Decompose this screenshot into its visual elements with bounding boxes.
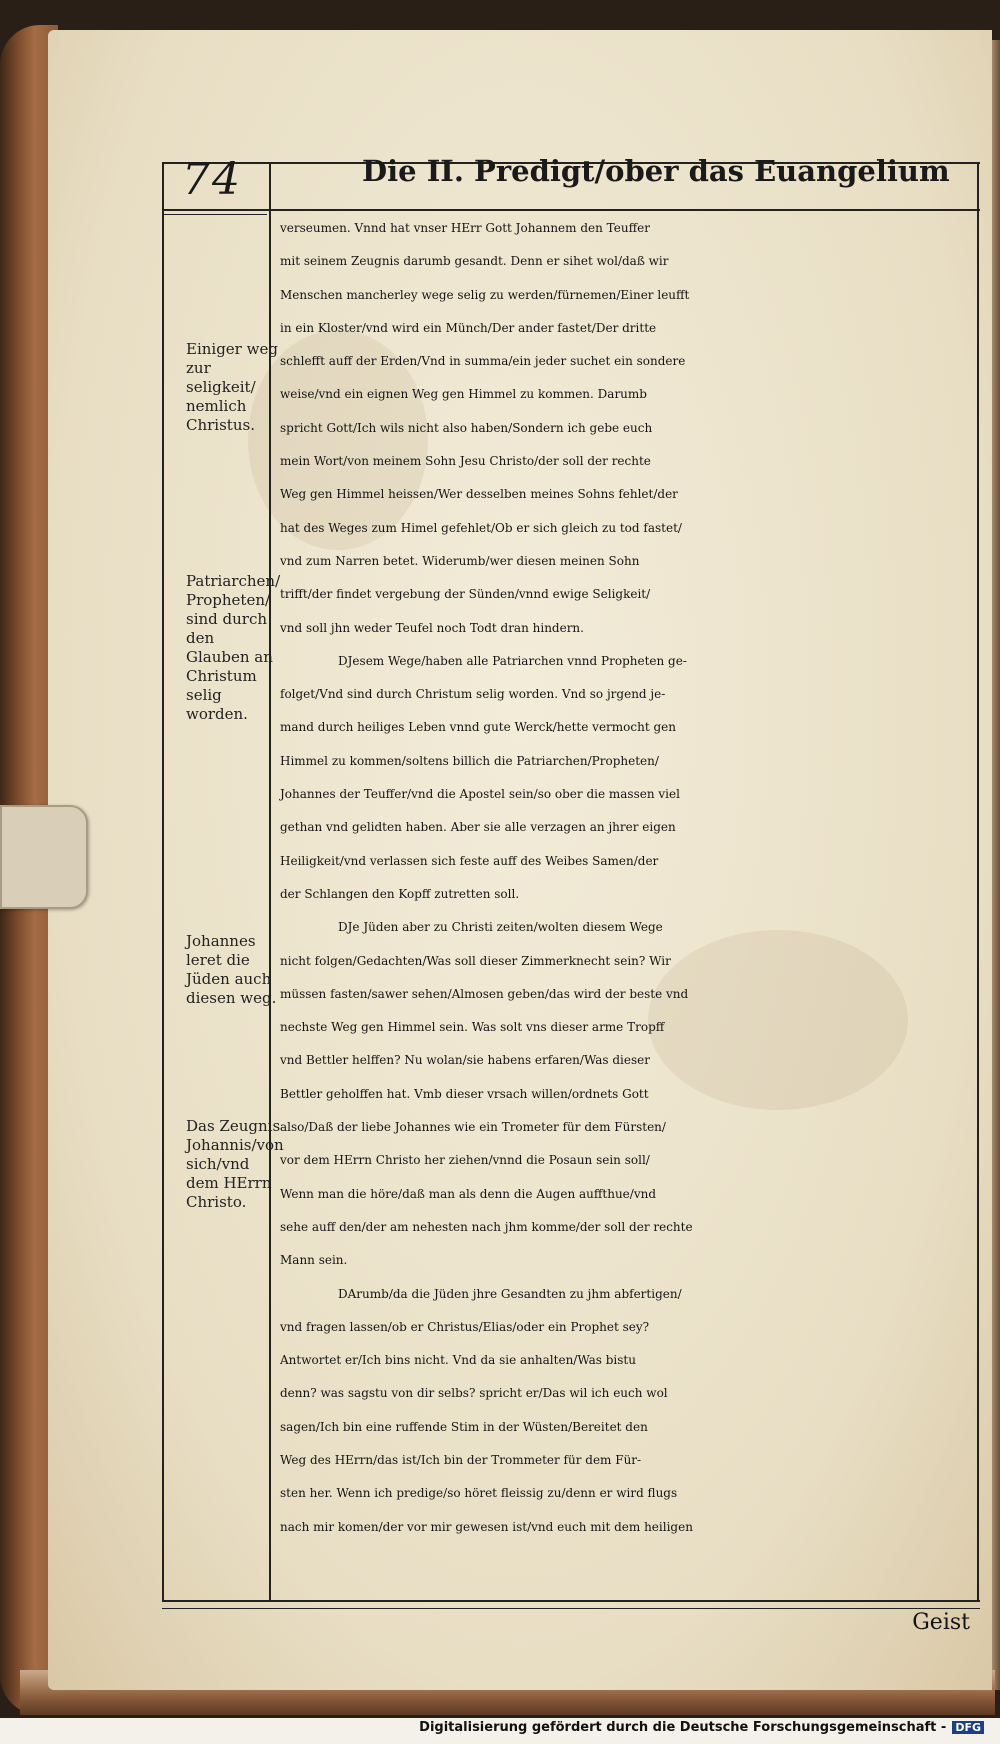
text-line: Weg gen Himmel heissen/Wer desselben meines Sohns fehlet/der: [280, 487, 678, 502]
margin-note: Einiger weg zur seligkeit/ nemlich Christus.: [186, 340, 278, 434]
text-line: müssen fasten/sawer sehen/Almosen geben/das wird der beste vnd: [280, 986, 689, 1001]
text-line: hat des Weges zum Himel gefehlet/Ob er sich gleich zu tod fastet/: [280, 520, 682, 535]
dfg-logo: DFG: [952, 1721, 984, 1734]
page-number: 74: [182, 154, 242, 205]
text-line: sagen/Ich bin eine ruffende Stim in der Wüsten/Bereitet den: [280, 1419, 648, 1434]
text-line: gethan vnd gelidten haben. Aber sie alle verzagen an jhrer eigen: [280, 820, 676, 835]
frame-rule: [162, 214, 267, 215]
text-line: nicht folgen/Gedachten/Was soll dieser Zimmerknecht sein? Wir: [280, 953, 671, 968]
margin-note: Johannes leret die Jüden auch diesen weg.: [186, 932, 277, 1007]
text-line: schlefft auff der Erden/Vnd in summa/ein jeder suchet ein sondere: [280, 354, 686, 369]
text-line: sten her. Wenn ich predige/so höret fleissig zu/denn er wird flugs: [280, 1486, 678, 1501]
text-line: vor dem HErrn Christo her ziehen/vnnd die Posaun sein soll/: [280, 1153, 650, 1168]
text-line: DJesem Wege/haben alle Patriarchen vnnd Propheten ge-: [338, 653, 687, 668]
catchword: Geist: [912, 1610, 970, 1635]
digitization-credit: [419, 1720, 984, 1735]
frame-rule: [162, 209, 980, 211]
frame-rule: [162, 162, 164, 1602]
frame-rule: [162, 1608, 980, 1609]
text-line: Wenn man die höre/daß man als denn die Augen auffthue/vnd: [280, 1186, 657, 1201]
text-line: also/Daß der liebe Johannes wie ein Trometer für dem Fürsten/: [280, 1120, 666, 1135]
text-line: mit seinem Zeugnis darumb gesandt. Denn er sihet wol/daß wir: [280, 254, 669, 269]
text-line: Bettler geholffen hat. Vmb dieser vrsach willen/ordnets Gott: [280, 1086, 649, 1101]
text-line: vnd fragen lassen/ob er Christus/Elias/oder ein Prophet sey?: [280, 1319, 650, 1334]
text-line: spricht Gott/Ich wils nicht also haben/Sondern ich gebe euch: [280, 420, 653, 435]
text-line: Himmel zu kommen/soltens billich die Patriarchen/Propheten/: [280, 753, 659, 768]
text-line: Heiligkeit/vnd verlassen sich feste auff des Weibes Samen/der: [280, 853, 659, 868]
text-line: Mann sein.: [280, 1253, 348, 1268]
text-line: vnd soll jhn weder Teufel noch Todt dran hindern.: [280, 620, 584, 635]
body-text: [280, 212, 980, 1544]
text-line: sehe auff den/der am nehesten nach jhm komme/der soll der rechte: [280, 1219, 693, 1234]
text-line: denn? was sagstu von dir selbs? spricht er/Das wil ich euch wol: [280, 1386, 668, 1401]
frame-rule: [162, 1600, 980, 1602]
running-head: Die II. Predigt/ober das Euangelium: [362, 154, 950, 188]
bookmark-tab: [0, 805, 88, 909]
text-line: nach mir komen/der vor mir gewesen ist/vnd euch mit dem heiligen: [280, 1519, 693, 1534]
text-line: weise/vnd ein eignen Weg gen Himmel zu kommen. Darumb: [280, 387, 647, 402]
text-line: mein Wort/von meinem Sohn Jesu Christo/der soll der rechte: [280, 454, 651, 469]
text-line: der Schlangen den Kopff zutretten soll.: [280, 886, 520, 901]
text-line: mand durch heiliges Leben vnnd gute Werck/hette vermocht gen: [280, 720, 676, 735]
text-line: nechste Weg gen Himmel sein. Was solt vns dieser arme Tropff: [280, 1020, 665, 1035]
credit-text: Digitalisierung gefördert durch die Deutsche Forschungsgemeinschaft -: [419, 1720, 947, 1735]
margin-note: Das Zeugnis Johannis/von sich/vnd dem HErrn Christo.: [186, 1117, 284, 1211]
text-line: trifft/der findet vergebung der Sünden/vnnd ewige Seligkeit/: [280, 587, 651, 602]
text-line: vnd Bettler helffen? Nu wolan/sie habens erfaren/Was dieser: [280, 1053, 650, 1068]
text-line: verseumen. Vnnd hat vnser HErr Gott Johannem den Teuffer: [280, 221, 650, 235]
text-line: DArumb/da die Jüden jhre Gesandten zu jhm abfertigen/: [338, 1286, 682, 1301]
text-line: Weg des HErrn/das ist/Ich bin der Trommeter für dem Für-: [280, 1452, 642, 1467]
text-line: Menschen mancherley wege selig zu werden/fürnemen/Einer leufft: [280, 287, 690, 302]
text-line: Antwortet er/Ich bins nicht. Vnd da sie anhalten/Was bistu: [280, 1353, 636, 1368]
print-frame: [162, 154, 980, 1635]
text-line: vnd zum Narren betet. Widerumb/wer diesen meinen Sohn: [280, 553, 640, 568]
text-line: folget/Vnd sind durch Christum selig worden. Vnd so jrgend je-: [280, 687, 666, 702]
text-line: Johannes der Teuffer/vnd die Apostel sein/so ober die massen viel: [280, 787, 680, 802]
text-line: in ein Kloster/vnd wird ein Münch/Der ander fastet/Der dritte: [280, 320, 657, 335]
margin-note: Patriarchen/ Propheten/ sind durch den Glauben an Christum selig worden.: [186, 572, 281, 723]
text-line: DJe Jüden aber zu Christi zeiten/wolten diesem Wege: [338, 920, 663, 935]
